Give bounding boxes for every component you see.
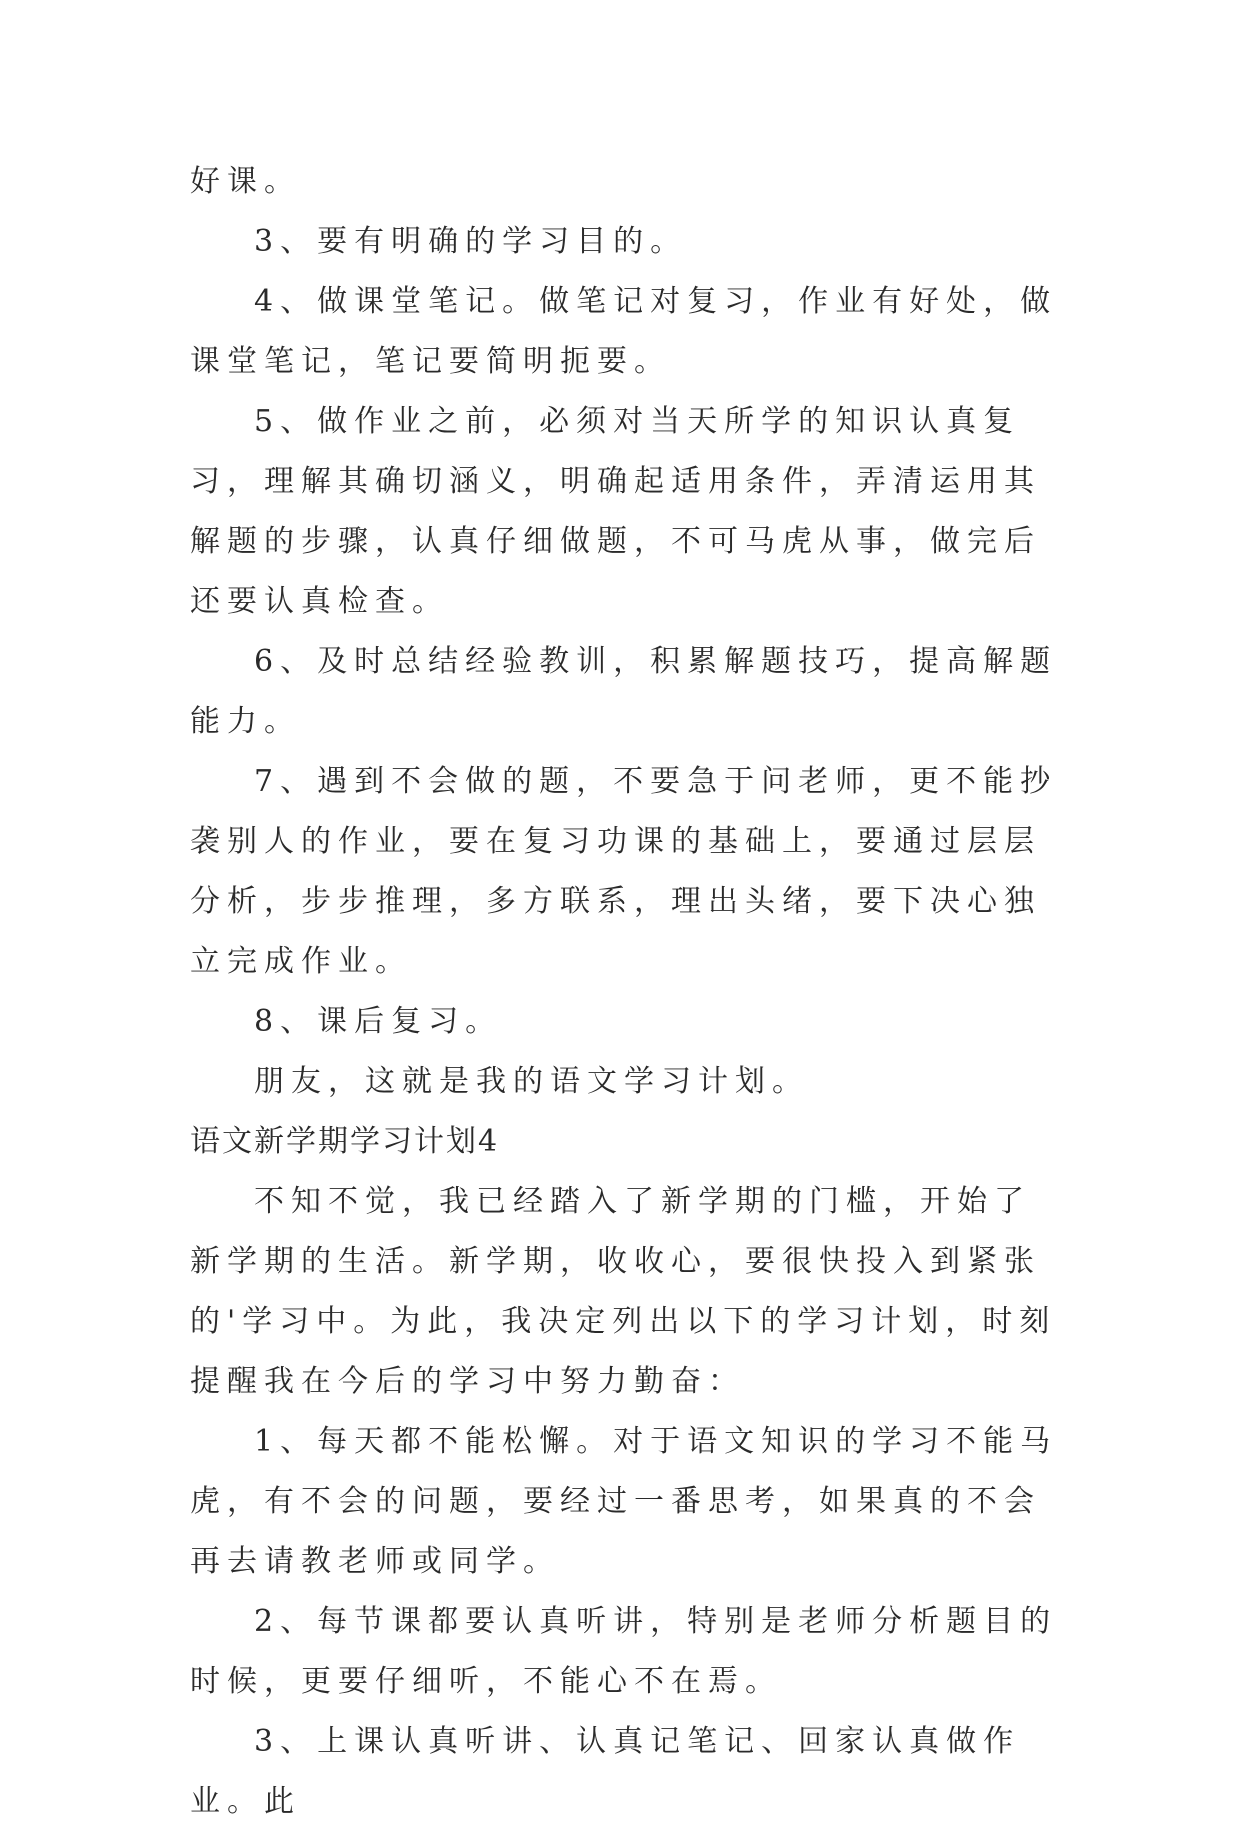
paragraph: 好课。 bbox=[190, 164, 301, 199]
section-title: 语文新学期学习计划4 bbox=[190, 1124, 500, 1159]
paragraph: 3、要有明确的学习目的。 bbox=[254, 224, 688, 259]
paragraph: 6、及时总结经验教训，积累解题技巧，提高解题能力。 bbox=[190, 644, 1058, 739]
document-body bbox=[190, 152, 1060, 1832]
paragraph: 5、做作业之前，必须对当天所学的知识认真复习，理解其确切涵义，明确起适用条件，弄清运用其解题的步骤，认真仔细做题，不可马虎从事，做完后还要认真检查。 bbox=[190, 404, 1041, 619]
paragraph: 7、遇到不会做的题，不要急于问老师，更不能抄袭别人的作业，要在复习功课的基础上，要通过层层分析，步步推理，多方联系，理出头绪，要下决心独立完成作业。 bbox=[190, 764, 1058, 979]
paragraph: 8、课后复习。 bbox=[254, 1004, 503, 1039]
paragraph: 朋友，这就是我的语文学习计划。 bbox=[254, 1064, 809, 1099]
paragraph: 2、每节课都要认真听讲，特别是老师分析题目的时候，更要仔细听，不能心不在焉。 bbox=[190, 1604, 1058, 1699]
paragraph: 4、做课堂笔记。做笔记对复习，作业有好处，做课堂笔记，笔记要简明扼要。 bbox=[190, 284, 1058, 379]
paragraph: 3、上课认真听讲、认真记笔记、回家认真做作业。此 bbox=[190, 1724, 1021, 1819]
paragraph: 不知不觉，我已经踏入了新学期的门槛，开始了新学期的生活。新学期，收收心，要很快投入到紧张的'学习中。为此，我决定列出以下的学习计划，时刻提醒我在今后的学习中努力勤奋： bbox=[190, 1184, 1057, 1399]
paragraph: 1、每天都不能松懈。对于语文知识的学习不能马虎，有不会的问题，要经过一番思考，如果真的不会再去请教老师或同学。 bbox=[190, 1424, 1058, 1579]
